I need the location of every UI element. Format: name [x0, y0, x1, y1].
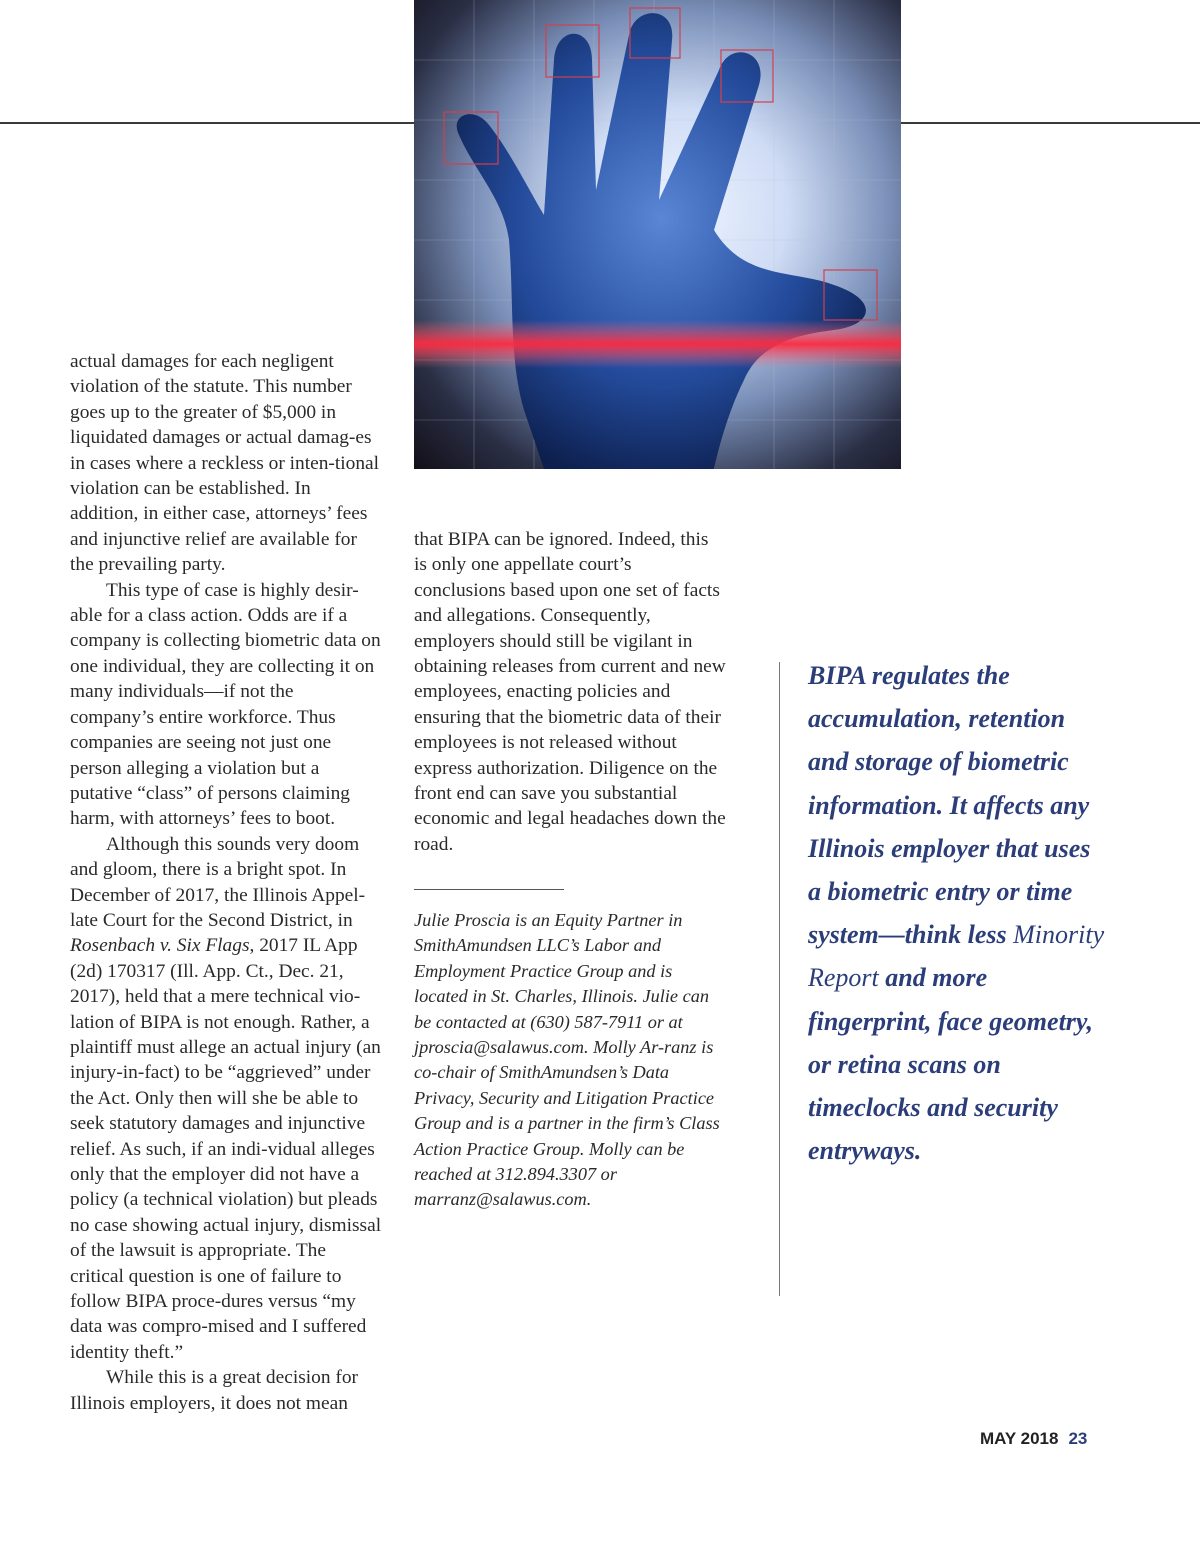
pull-quote-rule [779, 662, 780, 1296]
pull-quote-part-1: BIPA regulates the accumulation, retention and storage of biometric information. It affects any Illinois employer that uses a biometric entry or time system—think less [808, 661, 1091, 950]
pull-quote-film-title: Minority Report [808, 920, 1105, 993]
page-number: 23 [1068, 1429, 1088, 1448]
hand-scan-icon [414, 0, 901, 469]
pull-quote [808, 654, 1108, 1172]
middle-paragraph-1: that BIPA can be ignored. Indeed, this is only one appellate court’s conclusions based upon one set of facts and allegations. Consequently, employers should still be vigilant in obtaining releases from current and new employees, enacting policies and ensuring that the biometric data of their employees is not released without express authorization. Diligence on the front end can save you substantial economic and legal headaches down the road. [414, 529, 726, 855]
left-paragraph-3 [70, 832, 382, 1366]
pull-quote-part-2: and more fingerprint, face geometry, or retina scans on timeclocks and security entryways. [808, 963, 1093, 1166]
top-rule-left [0, 122, 414, 124]
case-citation: Rosenbach v. Six Flags [70, 935, 250, 957]
article-middle-column [414, 527, 726, 857]
author-bio: Julie Proscia is an Equity Partner in SmithAmundsen LLC’s Labor and Employment Practice Group and is located in St. Charles, Illinois. Julie can be contacted at (630) 587-7911 or at jproscia@salawus.com. Molly Ar-ranz is co-chair of SmithAmundsen’s Data Privacy, Security and Litigation Practice Group and is a partner in the firm’s Class Action Practice Group. Molly can be reached at 312.894.3307 or marranz@salawus.com. [414, 910, 720, 1210]
bio-divider [414, 889, 564, 890]
hand-silhouette [457, 13, 866, 469]
left-paragraph-3-a: Although this sounds very doom and gloom, there is a bright spot. In December of 2017, the Illinois Appel-late Court for the Second District, in [70, 833, 366, 931]
red-scan-line [414, 320, 901, 368]
article-left-column [70, 349, 382, 1416]
left-paragraph-2: This type of case is highly desir-able for a class action. Odds are if a company is collecting biometric data on one individual, they are collecting it on many individuals—if not the company’s entire workforce. Thus companies are seeing not just one person alleging a violation but a putative “class” of persons claiming harm, with attorneys’ fees to boot. [70, 579, 381, 830]
page-footer [980, 1429, 1130, 1449]
top-rule-right [900, 122, 1200, 124]
issue-date: MAY 2018 [980, 1429, 1059, 1448]
hand-scan-photo [414, 0, 901, 469]
left-paragraph-3-b: , 2017 IL App (2d) 170317 (Ill. App. Ct., Dec. 21, 2017), held that a mere technical vio-lation of BIPA is not enough. Rather, a plaintiff must allege an actual injury (an injury-in-fact) to be “aggrieved” under the Act. Only then will she be able to seek statutory damages and injunctive relief. As such, if an indi-vidual alleges only that the employer did not have a policy (a technical violation) but pleads no case showing actual injury, dismissal of the lawsuit is appropriate. The critical question is one of failure to follow BIPA proce-dures versus “my data was compro-mised and I suffered identity theft.” [70, 935, 382, 1363]
left-paragraph-4: While this is a great decision for Illinois employers, it does not mean [70, 1367, 359, 1414]
left-paragraph-1: actual damages for each negligent violation of the statute. This number goes up to the greater of $5,000 in liquidated damages or actual damag-es in cases where a reckless or inten-tional violation can be established. In addition, in either case, attorneys’ fees and injunctive relief are available for the prevailing party. [70, 351, 380, 576]
